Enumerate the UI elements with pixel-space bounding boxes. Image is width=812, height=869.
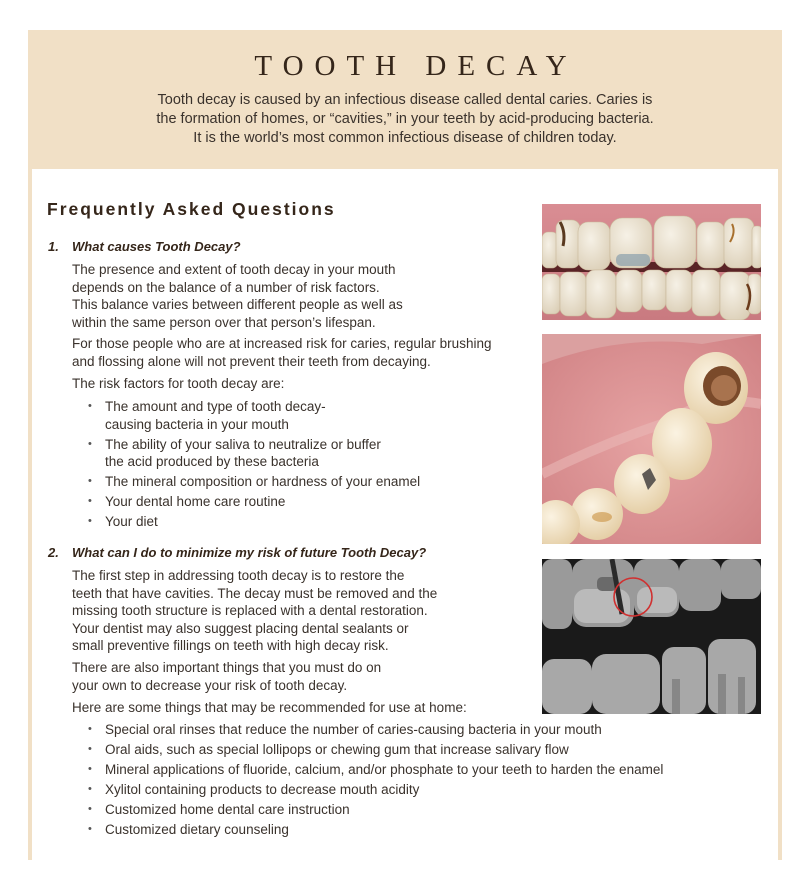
list-item: • Special oral rinses that reduce the number of caries-causing bacteria in your mouth (88, 721, 663, 739)
page-title: TOOTH DECAY (254, 50, 578, 82)
intro-line: the formation of homes, or “cavities,” in your teeth by acid-producing bacteria. (156, 111, 654, 127)
text-line: • The amount and type of tooth decay- (105, 399, 326, 414)
answer-paragraph (72, 261, 403, 331)
list-item: • Xylitol containing products to decrease mouth acidity (88, 781, 663, 799)
text-line: Your dentist may also suggest placing dental sealants or (72, 620, 409, 636)
text-line: causing bacteria in your mouth (105, 416, 289, 432)
text-line: For those people who are at increased risk for caries, regular brushing (72, 336, 492, 351)
answer-paragraph (72, 659, 381, 694)
faq-heading: Frequently Asked Questions (47, 199, 336, 219)
intro-line: It is the world’s most common infectious disease of children today. (193, 130, 617, 146)
text-line: and flossing alone will not prevent their teeth from decaying. (72, 353, 431, 369)
answer-paragraph (72, 375, 284, 393)
text-line: within the same person over that person’s lifespan. (72, 314, 376, 330)
text-line: There are also important things that you must do on (72, 660, 382, 675)
list-item: • Mineral applications of fluoride, calcium, and/or phosphate to your teeth to harden the enamel (88, 761, 663, 779)
text-line: small preventive fillings on teeth with high decay risk. (72, 638, 389, 653)
xray-image (542, 559, 761, 714)
home-care-list (88, 721, 663, 841)
text-line: teeth that have cavities. The decay must be removed and the (72, 585, 438, 601)
list-item: • Oral aids, such as special lollipops or chewing gum that increase salivary flow (88, 741, 663, 759)
photo-front-teeth (542, 204, 761, 320)
risk-factor-list (88, 398, 420, 533)
page-frame (28, 30, 782, 860)
answer-paragraph (72, 335, 491, 370)
list-item: • Customized home dental care instruction (88, 801, 663, 819)
intro-line: Tooth decay is caused by an infectious disease called dental caries. Caries is (157, 92, 653, 108)
text-line: your own to decrease your risk of tooth decay. (72, 677, 348, 693)
text-line: The risk factors for tooth decay are: (72, 376, 285, 391)
text-line: This balance varies between different people as well as (72, 297, 403, 312)
list-item (88, 436, 420, 471)
photo-decayed-molars (542, 334, 761, 544)
faq-question-2 (48, 545, 426, 560)
list-item: • Your diet (88, 513, 420, 531)
text-line: the acid produced by these bacteria (105, 454, 319, 469)
content-panel (32, 169, 778, 869)
text-line: • The ability of your saliva to neutralize or buffer (105, 436, 381, 452)
question-number: 2. (48, 545, 59, 560)
question-text: What can I do to minimize my risk of future Tooth Decay? (72, 545, 427, 560)
answer-paragraph (72, 699, 467, 717)
header-banner (28, 30, 782, 169)
list-item (88, 398, 420, 433)
list-item: • Your dental home care routine (88, 493, 420, 511)
faq-question-1 (48, 239, 241, 254)
list-item: • Customized dietary counseling (88, 821, 663, 839)
text-line: Here are some things that may be recommended for use at home: (72, 700, 467, 715)
text-line: The presence and extent of tooth decay in your mouth (72, 262, 396, 277)
list-item: • The mineral composition or hardness of your enamel (88, 473, 420, 491)
text-line: missing tooth structure is replaced with a dental restoration. (72, 603, 428, 618)
question-number: 1. (48, 239, 59, 254)
intro-text (28, 91, 782, 148)
question-text: What causes Tooth Decay? (72, 239, 241, 254)
answer-paragraph (72, 567, 437, 655)
text-line: depends on the balance of a number of risk factors. (72, 279, 380, 295)
text-line: The first step in addressing tooth decay is to restore the (72, 568, 405, 583)
